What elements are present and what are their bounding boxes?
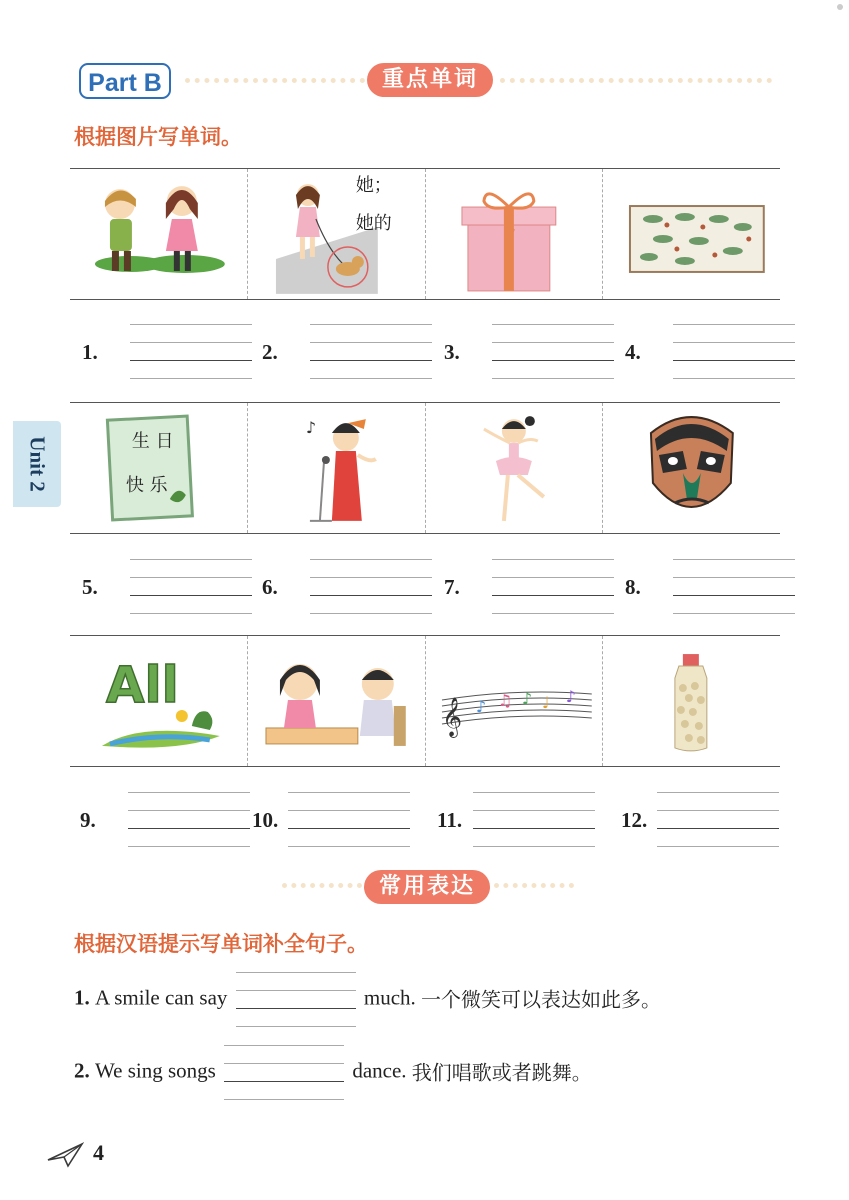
- svg-text:♫: ♫: [497, 690, 512, 710]
- answer-line-7[interactable]: 7.: [444, 555, 614, 615]
- picture-row-1: [70, 168, 780, 300]
- picture-row-3: [70, 635, 780, 767]
- answer-line-3[interactable]: 3.: [444, 320, 614, 380]
- answer-line-10[interactable]: 10.: [252, 788, 410, 848]
- paper-plane-icon: [46, 1142, 84, 1168]
- sentence-1: 1. A smile can say much. 一个微笑可以表达如此多。: [74, 968, 661, 1028]
- she-label: 她；: [355, 175, 392, 197]
- picture-gift-box: [425, 169, 603, 299]
- picture-birthday-card: [70, 403, 247, 533]
- svg-text:♪: ♪: [565, 686, 576, 706]
- dotted-divider-right: [500, 78, 772, 83]
- svg-text:♪: ♪: [475, 696, 486, 716]
- page-number: 4: [93, 1140, 104, 1165]
- sentence-1-blank[interactable]: [236, 968, 356, 1028]
- answer-line-8[interactable]: 8.: [625, 555, 795, 615]
- svg-text:𝄞: 𝄞: [441, 696, 462, 737]
- answer-line-5[interactable]: 5.: [82, 555, 252, 615]
- picture-jar-of-beans: [602, 636, 780, 766]
- svg-text:♪: ♪: [305, 418, 316, 438]
- picture-ballet-dancer: [425, 403, 603, 533]
- section-title-key-words: 重点单词: [367, 63, 493, 97]
- picture-two-kids-talking: [247, 636, 425, 766]
- picture-all-word: [70, 636, 247, 766]
- sentence-2-blank[interactable]: [224, 1041, 344, 1101]
- her-label: 她的: [355, 213, 392, 235]
- picture-painting: [602, 169, 780, 299]
- answer-line-2[interactable]: 2.: [262, 320, 432, 380]
- section-title-expressions: 常用表达: [364, 870, 490, 904]
- corner-mark: [837, 4, 843, 10]
- picture-two-girls: [70, 169, 247, 299]
- picture-row-2: [70, 402, 780, 534]
- all-word-art: All: [105, 655, 179, 714]
- svg-text:♩: ♩: [541, 692, 549, 712]
- instruction-words: 根据图片写单词。: [74, 125, 242, 149]
- answer-line-12[interactable]: 12.: [621, 788, 779, 848]
- card-text-2: 快 乐: [125, 474, 168, 496]
- part-badge: Part B: [79, 63, 171, 99]
- answer-line-11[interactable]: 11.: [437, 788, 595, 848]
- dotted-divider-left-2: [282, 883, 362, 888]
- picture-music-notes: [425, 636, 603, 766]
- answer-line-6[interactable]: 6.: [262, 555, 432, 615]
- sentence-2: 2. We sing songs dance. 我们唱歌或者跳舞。: [74, 1041, 592, 1101]
- picture-singer: [247, 403, 425, 533]
- answer-line-4[interactable]: 4.: [625, 320, 795, 380]
- unit-side-tab: Unit 2: [13, 421, 61, 507]
- answer-line-1[interactable]: 1.: [82, 320, 252, 380]
- dotted-divider-right-2: [494, 883, 574, 888]
- instruction-sentences: 根据汉语提示写单词补全句子。: [74, 932, 368, 956]
- dotted-divider-left: [185, 78, 365, 83]
- picture-opera-mask: [602, 403, 780, 533]
- answer-line-9[interactable]: 9.: [80, 788, 250, 848]
- card-text-1: 生 日: [131, 431, 174, 453]
- picture-she-her: [247, 169, 425, 299]
- svg-text:♪: ♪: [521, 688, 532, 708]
